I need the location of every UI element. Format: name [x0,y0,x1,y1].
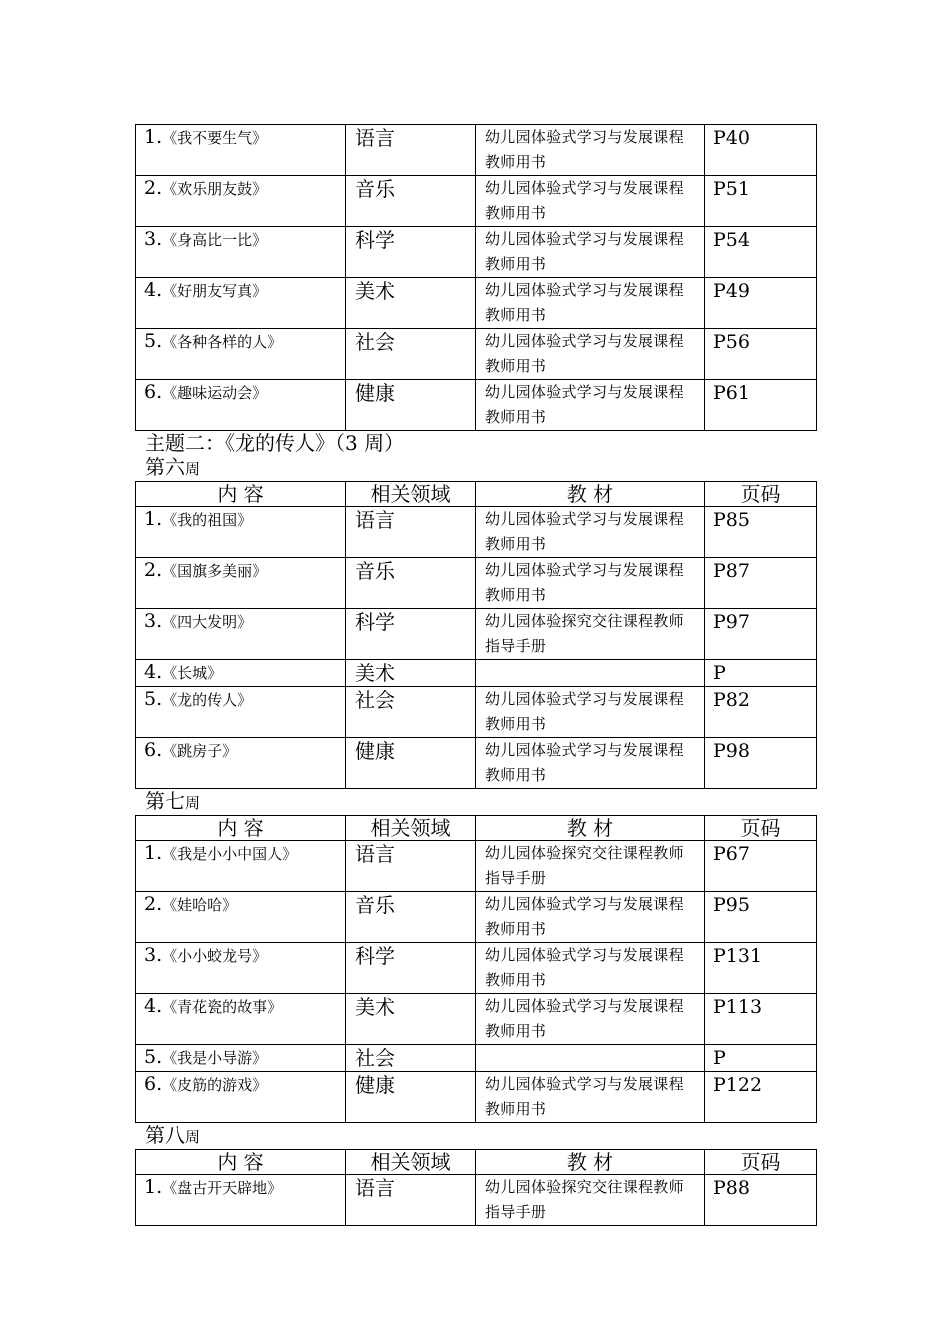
domain-cell: 健康 [346,738,476,789]
document-page [135,124,816,1226]
table-body [136,482,817,789]
page-cell: P87 [705,558,817,609]
page-cell: P51 [705,176,817,227]
item-title: 《我的祖国》 [162,511,253,529]
header-domain: 相关领域 [346,482,476,507]
item-title: 《盘古开天辟地》 [162,1179,283,1197]
table-row [136,687,817,738]
content-cell [136,558,346,609]
item-number: 1. [144,508,163,530]
content-cell [136,507,346,558]
domain-cell: 音乐 [346,176,476,227]
page-cell: P49 [705,278,817,329]
content-cell [136,660,346,687]
content-cell [136,1175,346,1226]
item-number: 5. [144,1046,163,1068]
item-number: 1. [144,842,163,864]
item-title: 《小小蛟龙号》 [162,947,268,965]
item-number: 5. [144,688,163,710]
header-content: 内 容 [136,816,346,841]
content-cell [136,380,346,431]
content-cell [136,892,346,943]
item-number: 2. [144,177,163,199]
book-cell: 幼儿园体验式学习与发展课程教师用书 [476,176,705,227]
book-cell: 幼儿园体验式学习与发展课程教师用书 [476,943,705,994]
page-cell: P88 [705,1175,817,1226]
item-number: 6. [144,1073,163,1095]
item-number: 5. [144,330,163,352]
content-cell [136,176,346,227]
table-row [136,892,817,943]
page-cell: P131 [705,943,817,994]
item-number: 6. [144,381,163,403]
item-title: 《皮筋的游戏》 [162,1076,268,1094]
domain-cell: 美术 [346,278,476,329]
book-cell: 幼儿园体验探究交往课程教师指导手册 [476,1175,705,1226]
page-cell: P113 [705,994,817,1045]
content-cell [136,125,346,176]
domain-cell: 健康 [346,1072,476,1123]
content-cell [136,994,346,1045]
content-cell [136,738,346,789]
page-cell: P56 [705,329,817,380]
table-row [136,329,817,380]
page-cell: P54 [705,227,817,278]
content-cell [136,609,346,660]
content-cell [136,1072,346,1123]
table-row [136,1175,817,1226]
book-cell: 幼儿园体验式学习与发展课程教师用书 [476,687,705,738]
item-title: 《身高比一比》 [162,231,268,249]
item-title: 《青花瓷的故事》 [162,998,283,1016]
item-title: 《娃哈哈》 [162,896,238,914]
table-row [136,1045,817,1072]
domain-cell: 社会 [346,1045,476,1072]
week7-heading: 第七周 [145,789,201,813]
page-cell: P98 [705,738,817,789]
item-title: 《我是小小中国人》 [162,845,298,863]
domain-cell: 社会 [346,687,476,738]
week8-heading: 第八周 [145,1123,201,1147]
book-cell: 幼儿园体验式学习与发展课程教师用书 [476,380,705,431]
item-number: 4. [144,995,163,1017]
week7-table [135,815,817,1123]
book-cell: 幼儿园体验式学习与发展课程教师用书 [476,738,705,789]
domain-cell: 语言 [346,507,476,558]
table-row [136,1072,817,1123]
book-cell [476,660,705,687]
domain-cell: 美术 [346,660,476,687]
domain-cell: 语言 [346,841,476,892]
page-cell: P [705,660,817,687]
page-cell: P67 [705,841,817,892]
book-cell [476,1045,705,1072]
item-title: 《欢乐朋友鼓》 [162,180,268,198]
header-book: 教 材 [476,482,705,507]
table-body [136,816,817,1123]
item-title: 《长城》 [162,664,223,682]
page-cell: P97 [705,609,817,660]
item-number: 2. [144,559,163,581]
item-title: 《好朋友写真》 [162,282,268,300]
item-number: 4. [144,661,163,683]
table-row [136,558,817,609]
table-row [136,176,817,227]
domain-cell: 音乐 [346,558,476,609]
book-cell: 幼儿园体验式学习与发展课程教师用书 [476,278,705,329]
content-cell [136,227,346,278]
content-cell [136,329,346,380]
header-page: 页码 [705,1150,817,1175]
header-domain: 相关领域 [346,816,476,841]
table-row [136,738,817,789]
header-domain: 相关领域 [346,1150,476,1175]
book-cell: 幼儿园体验探究交往课程教师指导手册 [476,841,705,892]
page-cell: P95 [705,892,817,943]
table-row [136,609,817,660]
table-row [136,660,817,687]
item-title: 《跳房子》 [162,742,238,760]
item-title: 《各种各样的人》 [162,333,283,351]
domain-cell: 美术 [346,994,476,1045]
item-number: 3. [144,944,163,966]
domain-cell: 音乐 [346,892,476,943]
domain-cell: 科学 [346,609,476,660]
table-row [136,943,817,994]
table-row [136,227,817,278]
book-cell: 幼儿园体验式学习与发展课程教师用书 [476,994,705,1045]
content-cell [136,943,346,994]
item-title: 《趣味运动会》 [162,384,268,402]
content-cell [136,841,346,892]
header-book: 教 材 [476,1150,705,1175]
content-cell [136,278,346,329]
table-body [136,125,817,431]
table-header-row [136,1150,817,1175]
item-title: 《国旗多美丽》 [162,562,268,580]
content-cell [136,687,346,738]
item-number: 2. [144,893,163,915]
table-row [136,507,817,558]
page-cell: P122 [705,1072,817,1123]
book-cell: 幼儿园体验式学习与发展课程教师用书 [476,1072,705,1123]
domain-cell: 健康 [346,380,476,431]
domain-cell: 语言 [346,125,476,176]
table-row [136,841,817,892]
book-cell: 幼儿园体验式学习与发展课程教师用书 [476,125,705,176]
domain-cell: 语言 [346,1175,476,1226]
table-body [136,1150,817,1226]
table-row [136,380,817,431]
book-cell: 幼儿园体验探究交往课程教师指导手册 [476,609,705,660]
item-number: 3. [144,610,163,632]
theme1-week-table [135,124,817,431]
table-row [136,278,817,329]
header-page: 页码 [705,816,817,841]
domain-cell: 科学 [346,943,476,994]
book-cell: 幼儿园体验式学习与发展课程教师用书 [476,329,705,380]
item-title: 《我不要生气》 [162,129,268,147]
page-cell: P82 [705,687,817,738]
domain-cell: 社会 [346,329,476,380]
theme-heading: 主题二：《龙的传人》（3 周） [145,431,405,455]
header-content: 内 容 [136,1150,346,1175]
item-number: 4. [144,279,163,301]
table-header-row [136,816,817,841]
page-cell: P [705,1045,817,1072]
page-cell: P61 [705,380,817,431]
header-book: 教 材 [476,816,705,841]
item-number: 1. [144,126,163,148]
page-cell: P85 [705,507,817,558]
week6-table [135,481,817,789]
item-number: 6. [144,739,163,761]
content-cell [136,1045,346,1072]
table-row [136,994,817,1045]
book-cell: 幼儿园体验式学习与发展课程教师用书 [476,507,705,558]
table-row [136,125,817,176]
item-title: 《我是小导游》 [162,1049,268,1067]
table-header-row [136,482,817,507]
item-number: 3. [144,228,163,250]
book-cell: 幼儿园体验式学习与发展课程教师用书 [476,227,705,278]
domain-cell: 科学 [346,227,476,278]
item-title: 《四大发明》 [162,613,253,631]
page-cell: P40 [705,125,817,176]
book-cell: 幼儿园体验式学习与发展课程教师用书 [476,892,705,943]
item-title: 《龙的传人》 [162,691,253,709]
item-number: 1. [144,1176,163,1198]
week8-table [135,1149,817,1226]
header-page: 页码 [705,482,817,507]
book-cell: 幼儿园体验式学习与发展课程教师用书 [476,558,705,609]
week6-heading: 第六周 [145,455,201,479]
header-content: 内 容 [136,482,346,507]
